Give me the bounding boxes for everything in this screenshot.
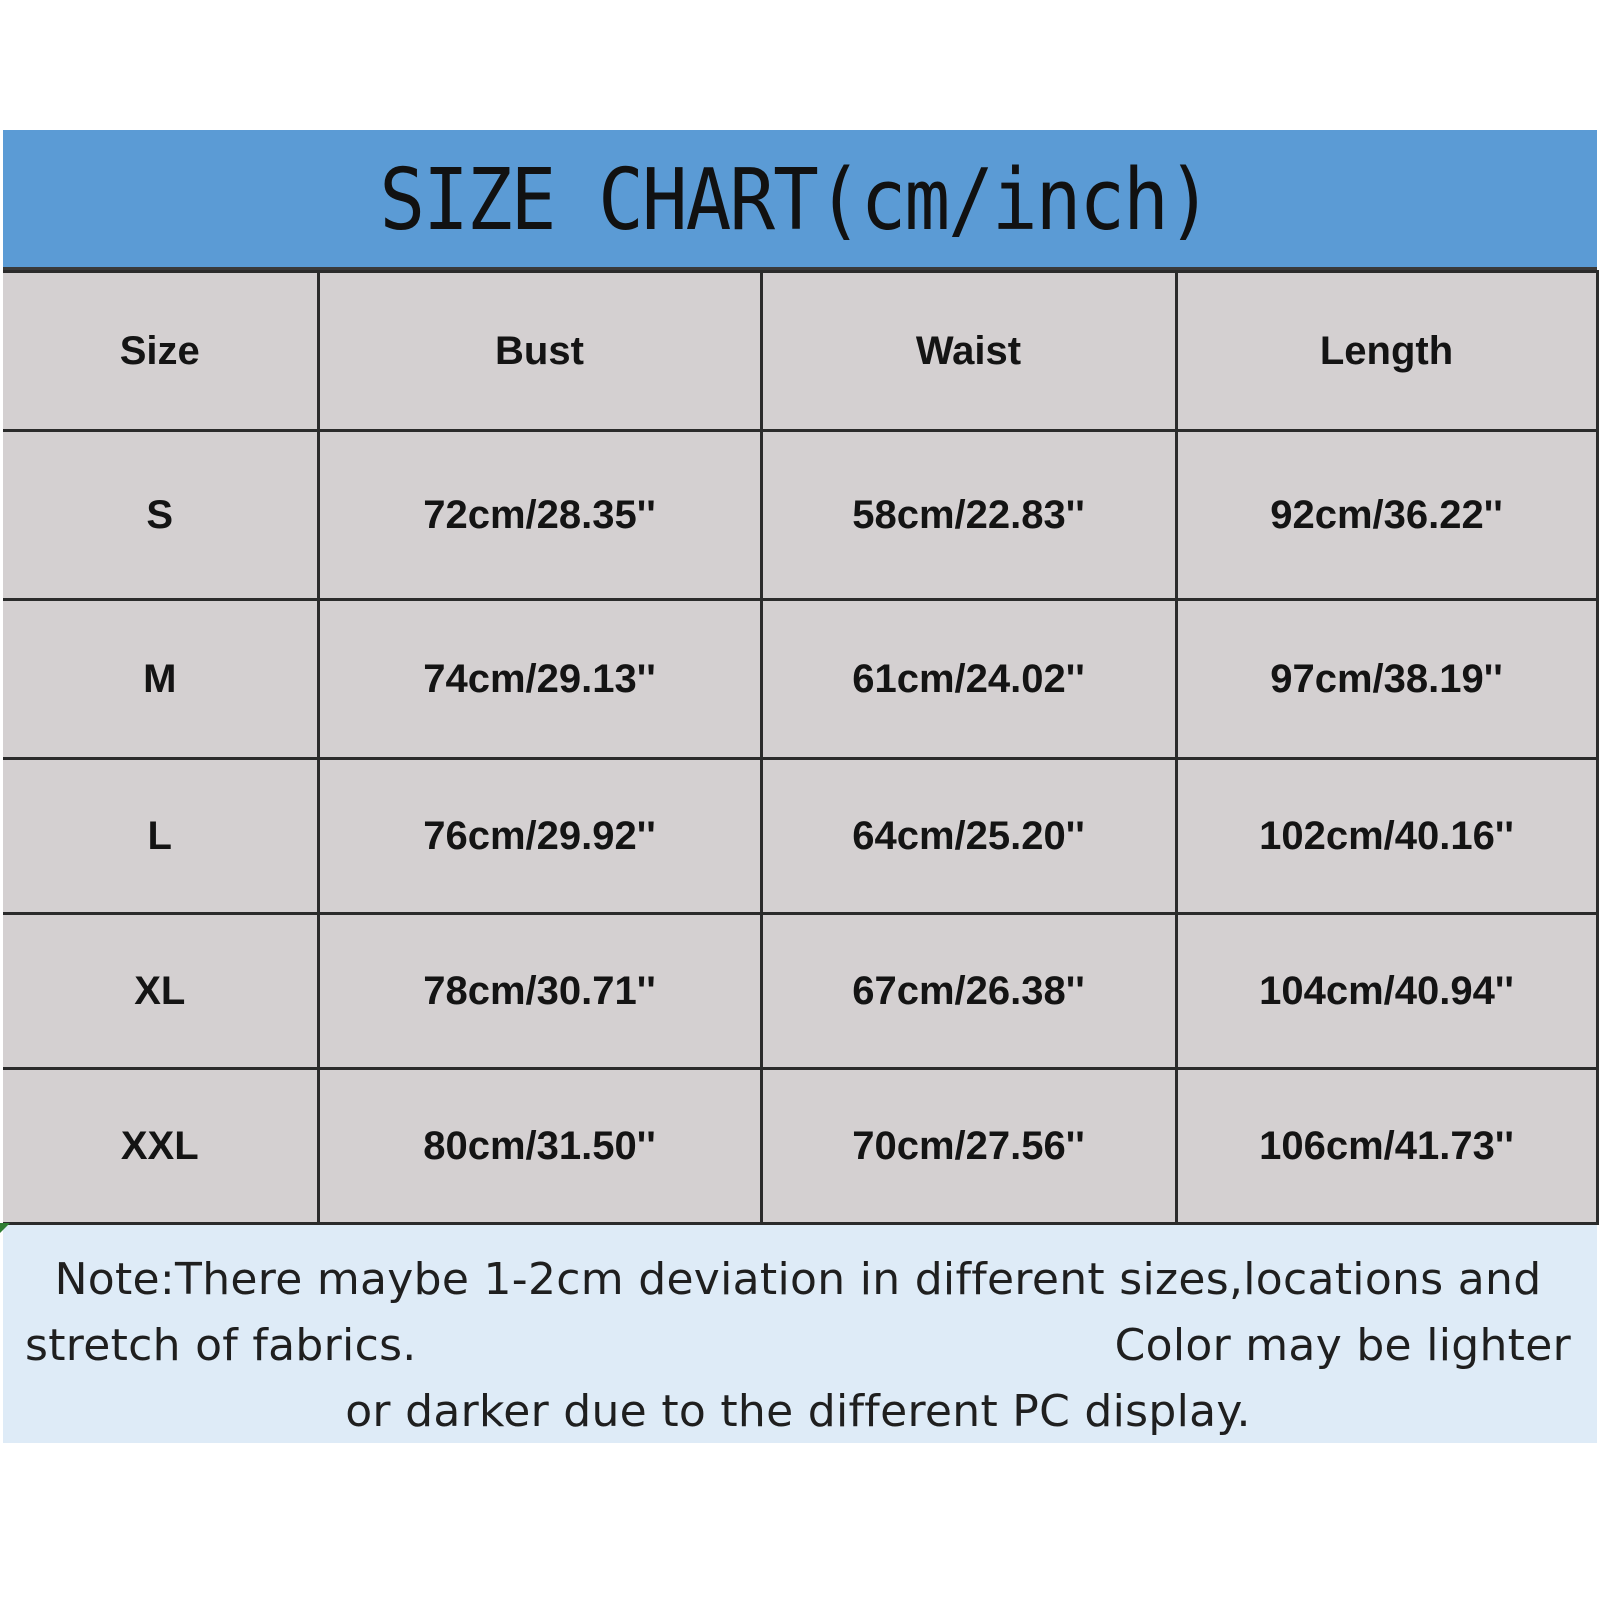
table-header-row (3, 272, 1597, 431)
cell-length: 97cm/38.19'' (1176, 600, 1597, 759)
cell-length: 92cm/36.22'' (1176, 431, 1597, 600)
cell-length: 106cm/41.73'' (1176, 1069, 1597, 1224)
header-bust: Bust (318, 272, 761, 431)
cell-bust: 72cm/28.35'' (318, 431, 761, 600)
note-line-2-right: Color may be lighter (1114, 1320, 1571, 1371)
cell-size: L (3, 759, 318, 914)
cell-bust: 76cm/29.92'' (318, 759, 761, 914)
cell-waist: 70cm/27.56'' (761, 1069, 1176, 1224)
cell-bust: 80cm/31.50'' (318, 1069, 761, 1224)
cell-size: M (3, 600, 318, 759)
cell-waist: 64cm/25.20'' (761, 759, 1176, 914)
table-row (3, 431, 1597, 600)
size-chart (3, 130, 1597, 1443)
cell-length: 102cm/40.16'' (1176, 759, 1597, 914)
cell-size: XXL (3, 1069, 318, 1224)
note-box (3, 1225, 1597, 1443)
cell-length: 104cm/40.94'' (1176, 914, 1597, 1069)
cell-waist: 61cm/24.02'' (761, 600, 1176, 759)
chart-title: SIZE CHART(cm/inch) (379, 149, 1211, 250)
note-line-2-left: stretch of fabrics. (25, 1320, 417, 1371)
table-row (3, 1069, 1597, 1224)
note-line-2 (25, 1313, 1571, 1379)
size-table (3, 270, 1599, 1225)
cell-waist: 67cm/26.38'' (761, 914, 1176, 1069)
cell-bust: 78cm/30.71'' (318, 914, 761, 1069)
cell-size: S (3, 431, 318, 600)
title-banner (3, 130, 1597, 270)
table-row (3, 759, 1597, 914)
cell-bust: 74cm/29.13'' (318, 600, 761, 759)
header-waist: Waist (761, 272, 1176, 431)
table-row (3, 600, 1597, 759)
header-size: Size (3, 272, 318, 431)
cell-size: XL (3, 914, 318, 1069)
table-row (3, 914, 1597, 1069)
note-line-3: or darker due to the different PC display. (345, 1386, 1251, 1437)
header-length: Length (1176, 272, 1597, 431)
corner-mark (0, 1223, 10, 1233)
cell-waist: 58cm/22.83'' (761, 431, 1176, 600)
note-line-1: Note:There maybe 1-2cm deviation in different sizes,locations and (54, 1254, 1542, 1305)
